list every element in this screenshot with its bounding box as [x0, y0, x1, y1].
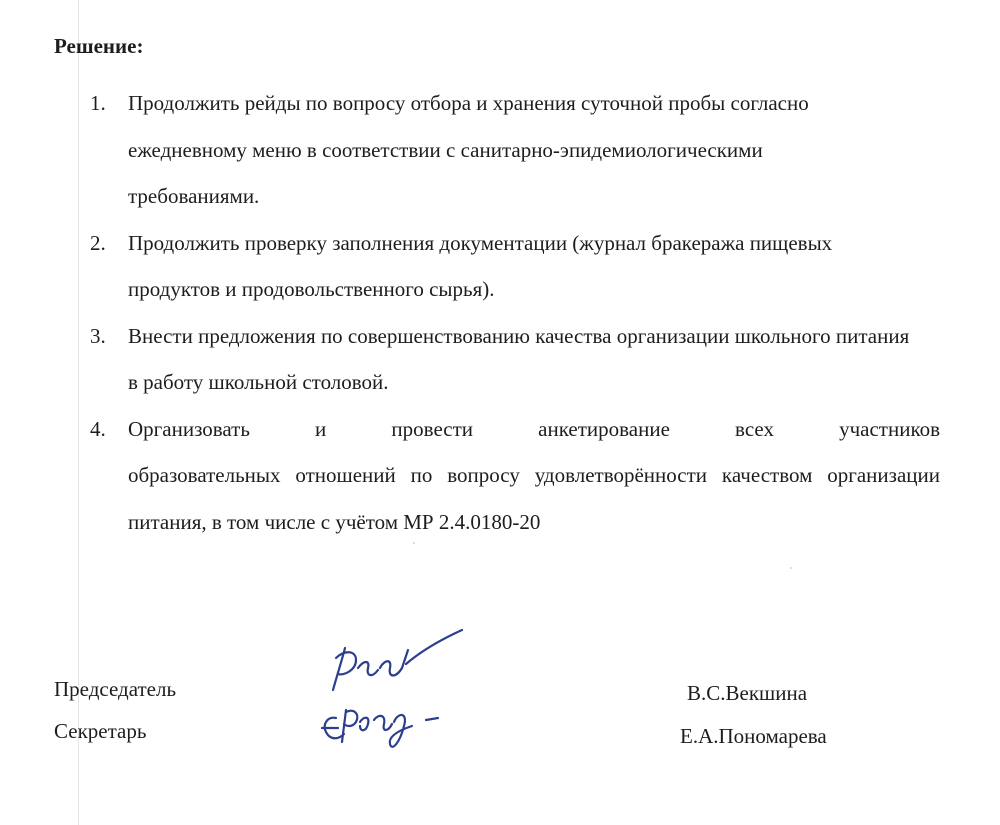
chair-role-label: Председатель: [54, 677, 177, 701]
secretary-role-label: Секретарь: [54, 719, 147, 743]
scan-speck: [413, 542, 415, 544]
decision-item-text: Продолжить рейды по вопросу отбора и хранения суточной пробы согласно ежедневному меню в соответствии с санитарно-эпидемиологическими требованиями.: [128, 91, 809, 208]
decision-heading: Решение:: [54, 34, 144, 58]
decision-item-text-rest: образовательных отношений по вопросу удовлетворённости качеством организации питания, в том числе с учётом МР 2.4.0180-20: [128, 463, 940, 534]
decision-item-text: Внести предложения по совершенствованию качества организации школьного питания в работу школьной столовой.: [128, 323, 910, 394]
secretary-name: Е.А.Пономарева: [680, 724, 827, 748]
decision-item-number: 2.: [90, 230, 106, 255]
decision-item-number: 1.: [90, 91, 106, 115]
chair-name: В.С.Векшина: [687, 681, 808, 705]
decision-item-text: Продолжить проверку заполнения документации (журнал бракеража пищевых продуктов и продовольственного сырья).: [128, 230, 833, 301]
decision-item-number: 3.: [90, 323, 106, 348]
decision-item-number: 4.: [90, 416, 106, 441]
scan-speck: [790, 567, 792, 569]
decision-item-text-line1: Организовать и провести анкетирование всех участников: [128, 416, 940, 441]
